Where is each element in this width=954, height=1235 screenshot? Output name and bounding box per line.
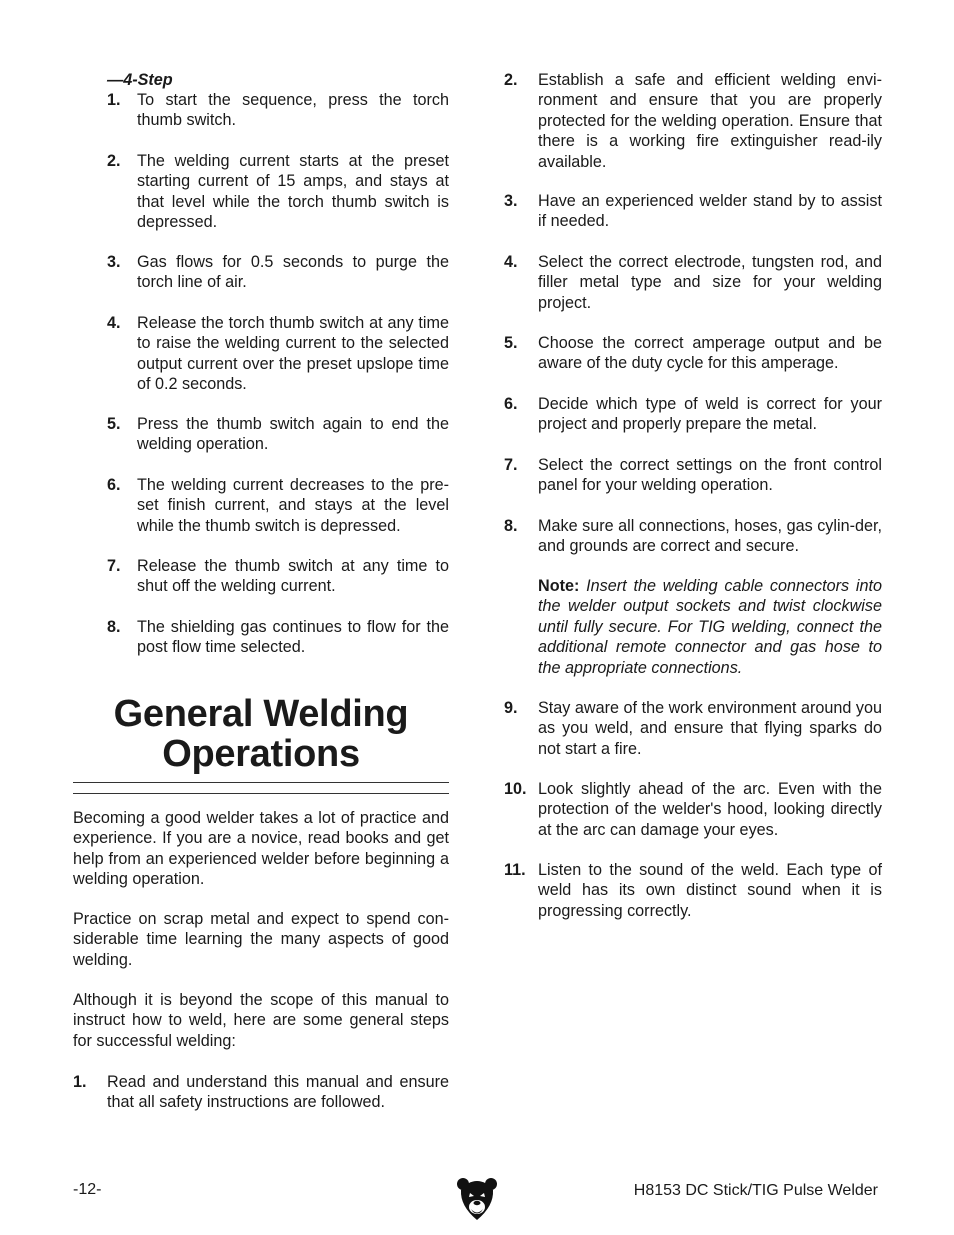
step-text: Establish a safe and efficient welding envi-ronment and ensure that you are properly protected for the welding operation. Ensure that there is a working fire extinguisher read-ily available. — [538, 71, 882, 171]
step-text: The welding current starts at the preset starting current of 15 amps, and stays at that level while the torch thumb switch is depressed. — [137, 152, 449, 232]
step-text: Have an experienced welder stand by to assist if needed. — [538, 192, 882, 231]
step-text: Release the torch thumb switch at any time to raise the welding current to the selected output current over the preset upslope time of 0.2 seconds. — [137, 314, 449, 394]
step-number: 8. — [107, 618, 121, 636]
list-item — [107, 556, 449, 597]
step-number: 11. — [504, 861, 526, 879]
page-number: -12- — [73, 1181, 102, 1198]
step-text: Release the thumb switch at any time to shut off the welding current. — [137, 557, 449, 596]
step-number: 4. — [107, 314, 121, 332]
list-item — [107, 617, 449, 658]
step-text: Choose the correct amperage output and be aware of the duty cycle for this amperage. — [538, 334, 882, 373]
step-text: To start the sequence, press the torch thumb switch. — [137, 91, 449, 130]
step-number: 1. — [107, 91, 121, 109]
divider — [73, 793, 449, 794]
step-number: 10. — [504, 780, 527, 798]
heading-line: Operations — [162, 733, 360, 775]
list-item — [107, 475, 449, 536]
step-number: 6. — [504, 395, 518, 413]
step-number: 2. — [107, 152, 121, 170]
section-heading — [73, 694, 449, 774]
list-item — [504, 779, 882, 840]
model-name: H8153 DC Stick/TIG Pulse Welder — [633, 1182, 878, 1199]
list-item — [504, 516, 882, 557]
step-text: Read and understand this manual and ensure that all safety instructions are followed. — [107, 1073, 449, 1112]
body-paragraph: Although it is beyond the scope of this manual to instruct how to weld, here are some general steps for successful welding: — [73, 991, 449, 1050]
step-number: 7. — [504, 456, 518, 474]
step-text: Stay aware of the work environment around you as you weld, and ensure that flying sparks do not start a fire. — [538, 699, 882, 758]
note-text: Insert the welding cable connectors into the welder output sockets and twist clockwise until fully secure. For TIG welding, connect the additional remote connector and gas hose to the appropriate connections. — [538, 577, 882, 677]
step-text: Select the correct settings on the front control panel for your welding operation. — [538, 456, 882, 495]
note-block — [538, 576, 882, 678]
step-text: Gas flows for 0.5 seconds to purge the torch line of air. — [137, 253, 449, 292]
sequence-subheading: —4-Step — [107, 71, 173, 89]
step-number: 5. — [107, 415, 121, 433]
step-number: 3. — [107, 253, 121, 271]
body-paragraph: Practice on scrap metal and expect to spend con-siderable time learning the many aspects of good welding. — [73, 910, 449, 969]
step-text: The welding current decreases to the pre-set finish current, and stays at the level while the thumb switch is depressed. — [137, 476, 449, 535]
list-item — [504, 698, 882, 759]
step-text: Listen to the sound of the weld. Each type of weld has its own distinct sound when it is progressing correctly. — [538, 861, 882, 920]
list-item — [107, 252, 449, 293]
bear-head-logo-icon — [456, 1176, 498, 1222]
step-number: 8. — [504, 517, 518, 535]
step-text: Press the thumb switch again to end the welding operation. — [137, 415, 449, 454]
list-item — [107, 90, 449, 131]
list-item — [504, 860, 882, 921]
step-text: Look slightly ahead of the arc. Even with the protection of the welder's hood, looking directly at the arc can damage your eyes. — [538, 780, 882, 839]
divider — [73, 782, 449, 783]
step-number: 5. — [504, 334, 518, 352]
step-text: Select the correct electrode, tungsten rod, and filler metal type and size for your welding project. — [538, 253, 882, 312]
list-item — [73, 1072, 449, 1113]
step-number: 9. — [504, 699, 518, 717]
heading-line: General Welding — [113, 693, 409, 735]
step-text: The shielding gas continues to flow for the post flow time selected. — [137, 618, 449, 657]
list-item — [504, 394, 882, 435]
body-paragraph: Becoming a good welder takes a lot of practice and experience. If you are a novice, read books and get help from an experienced welder before beginning a welding operation. — [73, 809, 449, 889]
step-number: 3. — [504, 192, 518, 210]
step-number: 7. — [107, 557, 121, 575]
step-number: 2. — [504, 71, 518, 89]
list-item — [504, 70, 882, 172]
step-number: 4. — [504, 253, 518, 271]
list-item — [504, 333, 882, 374]
note-label: Note: — [538, 577, 580, 595]
list-item — [504, 455, 882, 496]
step-number: 6. — [107, 476, 121, 494]
list-item — [107, 414, 449, 455]
list-item — [107, 313, 449, 395]
step-number: 1. — [73, 1073, 87, 1091]
step-text: Make sure all connections, hoses, gas cylin-der, and grounds are correct and secure. — [538, 517, 882, 556]
list-item — [504, 191, 882, 232]
list-item — [107, 151, 449, 233]
list-item — [504, 252, 882, 313]
step-text: Decide which type of weld is correct for your project and properly prepare the metal. — [538, 395, 882, 434]
